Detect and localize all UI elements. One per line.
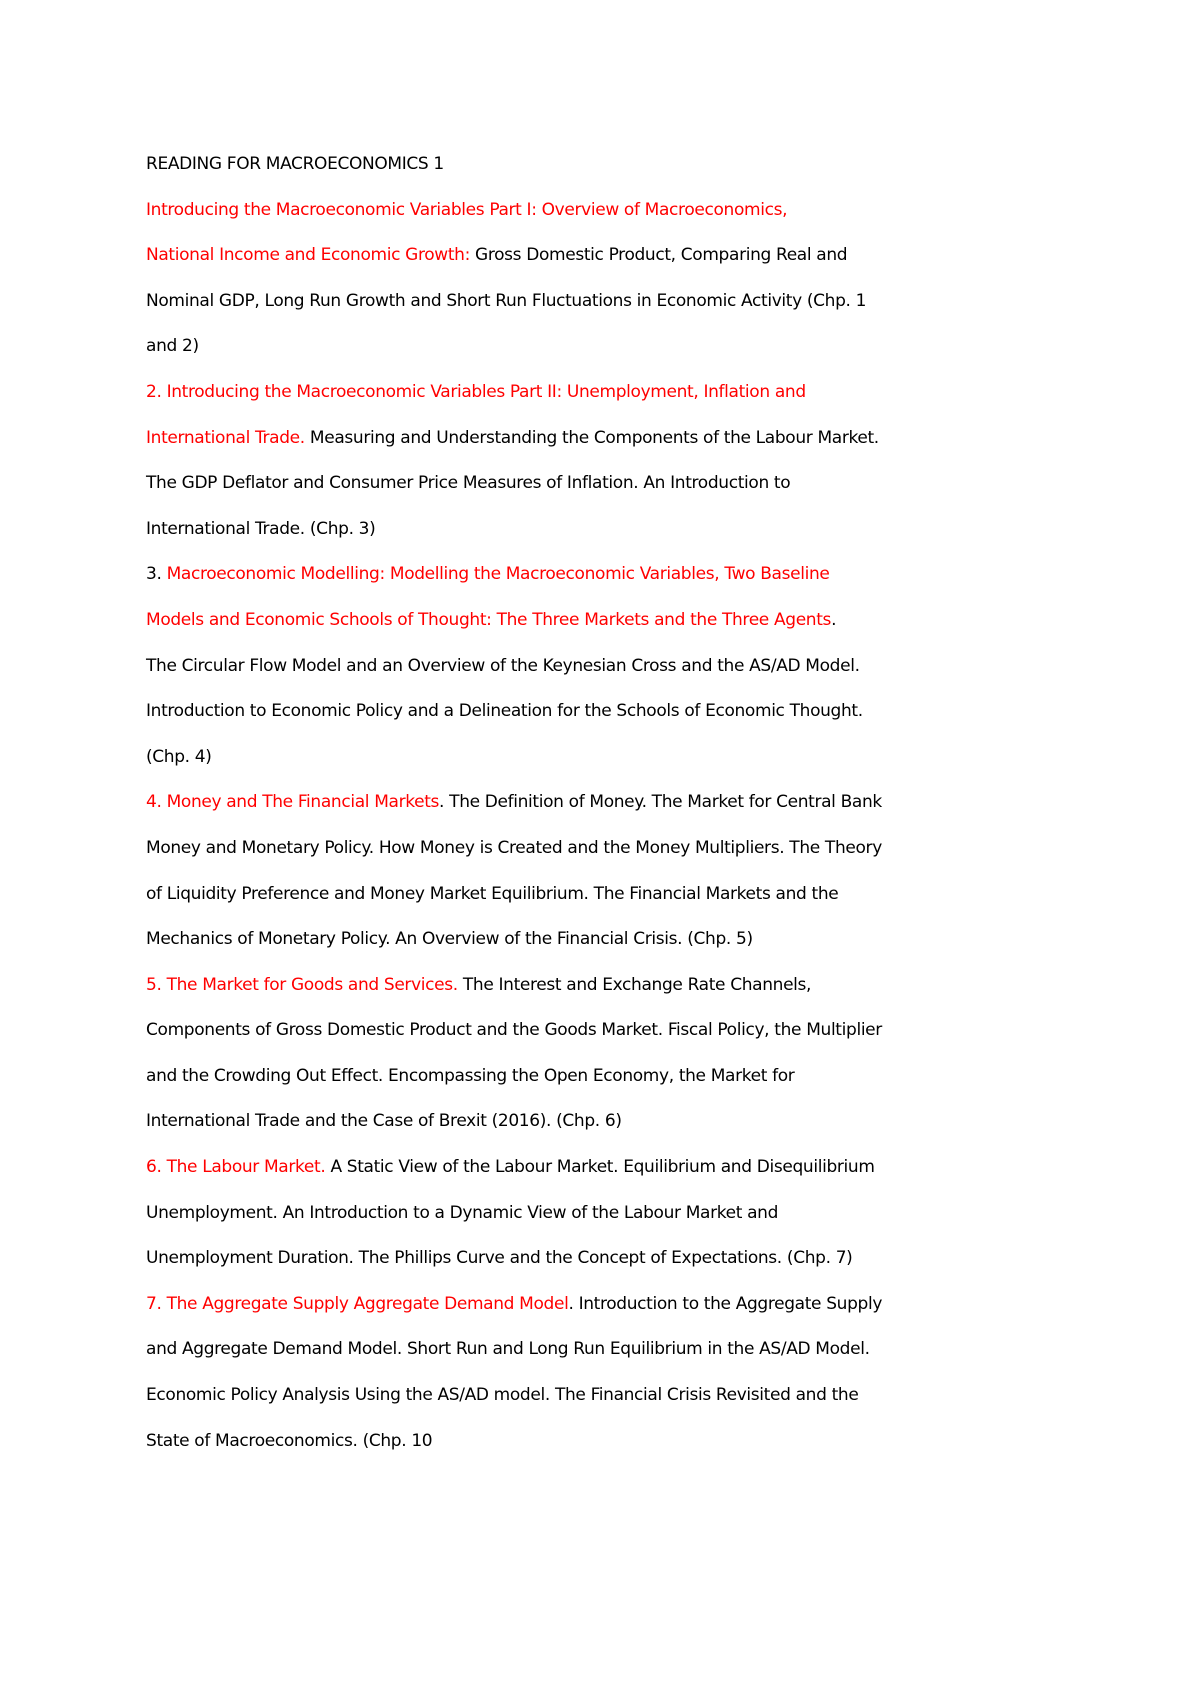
body-text: 3. bbox=[146, 564, 167, 585]
document-line bbox=[146, 689, 1006, 735]
document-line bbox=[146, 1099, 1006, 1145]
document-line bbox=[146, 963, 1006, 1009]
body-text: Introduction to Economic Policy and a Delineation for the Schools of Economic Thought. bbox=[146, 701, 863, 722]
document-line bbox=[146, 279, 1006, 325]
document-line bbox=[146, 735, 1006, 781]
section-heading-text: International Trade. bbox=[146, 427, 305, 448]
body-text: (Chp. 4) bbox=[146, 746, 212, 767]
body-text: Gross Domestic Product, Comparing Real and bbox=[469, 245, 848, 266]
section-heading-text: 7. The Aggregate Supply Aggregate Demand Model bbox=[146, 1293, 569, 1314]
body-text: Money and Monetary Policy. How Money is Created and the Money Multipliers. The Theory bbox=[146, 837, 882, 858]
body-text: Unemployment Duration. The Phillips Curve and the Concept of Expectations. (Chp. 7) bbox=[146, 1248, 853, 1269]
document-line bbox=[146, 1419, 1006, 1465]
document-line bbox=[146, 552, 1006, 598]
body-text: and Aggregate Demand Model. Short Run and Long Run Equilibrium in the AS/AD Model. bbox=[146, 1339, 870, 1360]
document-line bbox=[146, 826, 1006, 872]
document-line bbox=[146, 461, 1006, 507]
document-line bbox=[146, 872, 1006, 918]
body-text: . Introduction to the Aggregate Supply bbox=[568, 1293, 883, 1314]
body-text: International Trade and the Case of Brexit (2016). (Chp. 6) bbox=[146, 1111, 622, 1132]
body-text: . The Definition of Money. The Market for Central Bank bbox=[439, 792, 882, 813]
document-line bbox=[146, 917, 1006, 963]
document-line bbox=[146, 324, 1006, 370]
body-text: Components of Gross Domestic Product and the Goods Market. Fiscal Policy, the Multiplier bbox=[146, 1020, 882, 1041]
document-line bbox=[146, 1327, 1006, 1373]
body-text: . bbox=[831, 609, 837, 630]
document-line bbox=[146, 416, 1006, 462]
document-line bbox=[146, 780, 1006, 826]
body-text: State of Macroeconomics. (Chp. 10 bbox=[146, 1430, 433, 1451]
document-line bbox=[146, 188, 1006, 234]
document-line bbox=[146, 1282, 1006, 1328]
body-text: and the Crowding Out Effect. Encompassing the Open Economy, the Market for bbox=[146, 1065, 795, 1086]
section-heading-text: 5. The Market for Goods and Services. bbox=[146, 974, 458, 995]
document-title: READING FOR MACROECONOMICS 1 bbox=[146, 154, 444, 174]
body-text: Mechanics of Monetary Policy. An Overview of the Financial Crisis. (Chp. 5) bbox=[146, 929, 753, 950]
body-text: The Circular Flow Model and an Overview of the Keynesian Cross and the AS/AD Model. bbox=[146, 655, 860, 676]
body-text: The GDP Deflator and Consumer Price Measures of Inflation. An Introduction to bbox=[146, 473, 791, 494]
body-text: A Static View of the Labour Market. Equilibrium and Disequilibrium bbox=[325, 1157, 875, 1178]
section-heading-text: 4. Money and The Financial Markets bbox=[146, 792, 440, 813]
section-heading-text: 6. The Labour Market. bbox=[146, 1157, 326, 1178]
body-text: Measuring and Understanding the Components of the Labour Market. bbox=[304, 427, 879, 448]
document-line bbox=[146, 1373, 1006, 1419]
section-heading-text: Models and Economic Schools of Thought: The Three Markets and the Three Agents bbox=[146, 609, 832, 630]
document-line bbox=[146, 644, 1006, 690]
document-body bbox=[146, 142, 1006, 1464]
body-text: of Liquidity Preference and Money Market Equilibrium. The Financial Markets and the bbox=[146, 883, 839, 904]
document-line bbox=[146, 507, 1006, 553]
section-heading-text: National Income and Economic Growth: bbox=[146, 245, 470, 266]
document-line bbox=[146, 233, 1006, 279]
document-line bbox=[146, 1054, 1006, 1100]
document-line bbox=[146, 370, 1006, 416]
body-text: The Interest and Exchange Rate Channels, bbox=[457, 974, 812, 995]
document-line bbox=[146, 1236, 1006, 1282]
section-heading-text: Macroeconomic Modelling: Modelling the Macroeconomic Variables, Two Baseline bbox=[166, 564, 830, 585]
body-text: and 2) bbox=[146, 336, 199, 357]
document-line bbox=[146, 1191, 1006, 1237]
document-line bbox=[146, 1145, 1006, 1191]
body-text: International Trade. (Chp. 3) bbox=[146, 518, 376, 539]
body-text: Economic Policy Analysis Using the AS/AD model. The Financial Crisis Revisited and the bbox=[146, 1385, 859, 1406]
document-line bbox=[146, 1008, 1006, 1054]
body-text: Unemployment. An Introduction to a Dynamic View of the Labour Market and bbox=[146, 1202, 779, 1223]
document-line bbox=[146, 598, 1006, 644]
section-heading-text: Introducing the Macroeconomic Variables Part I: Overview of Macroeconomics, bbox=[146, 199, 788, 220]
body-text: Nominal GDP, Long Run Growth and Short Run Fluctuations in Economic Activity (Chp. 1 bbox=[146, 290, 867, 311]
section-heading-text: 2. Introducing the Macroeconomic Variables Part II: Unemployment, Inflation and bbox=[146, 381, 806, 402]
